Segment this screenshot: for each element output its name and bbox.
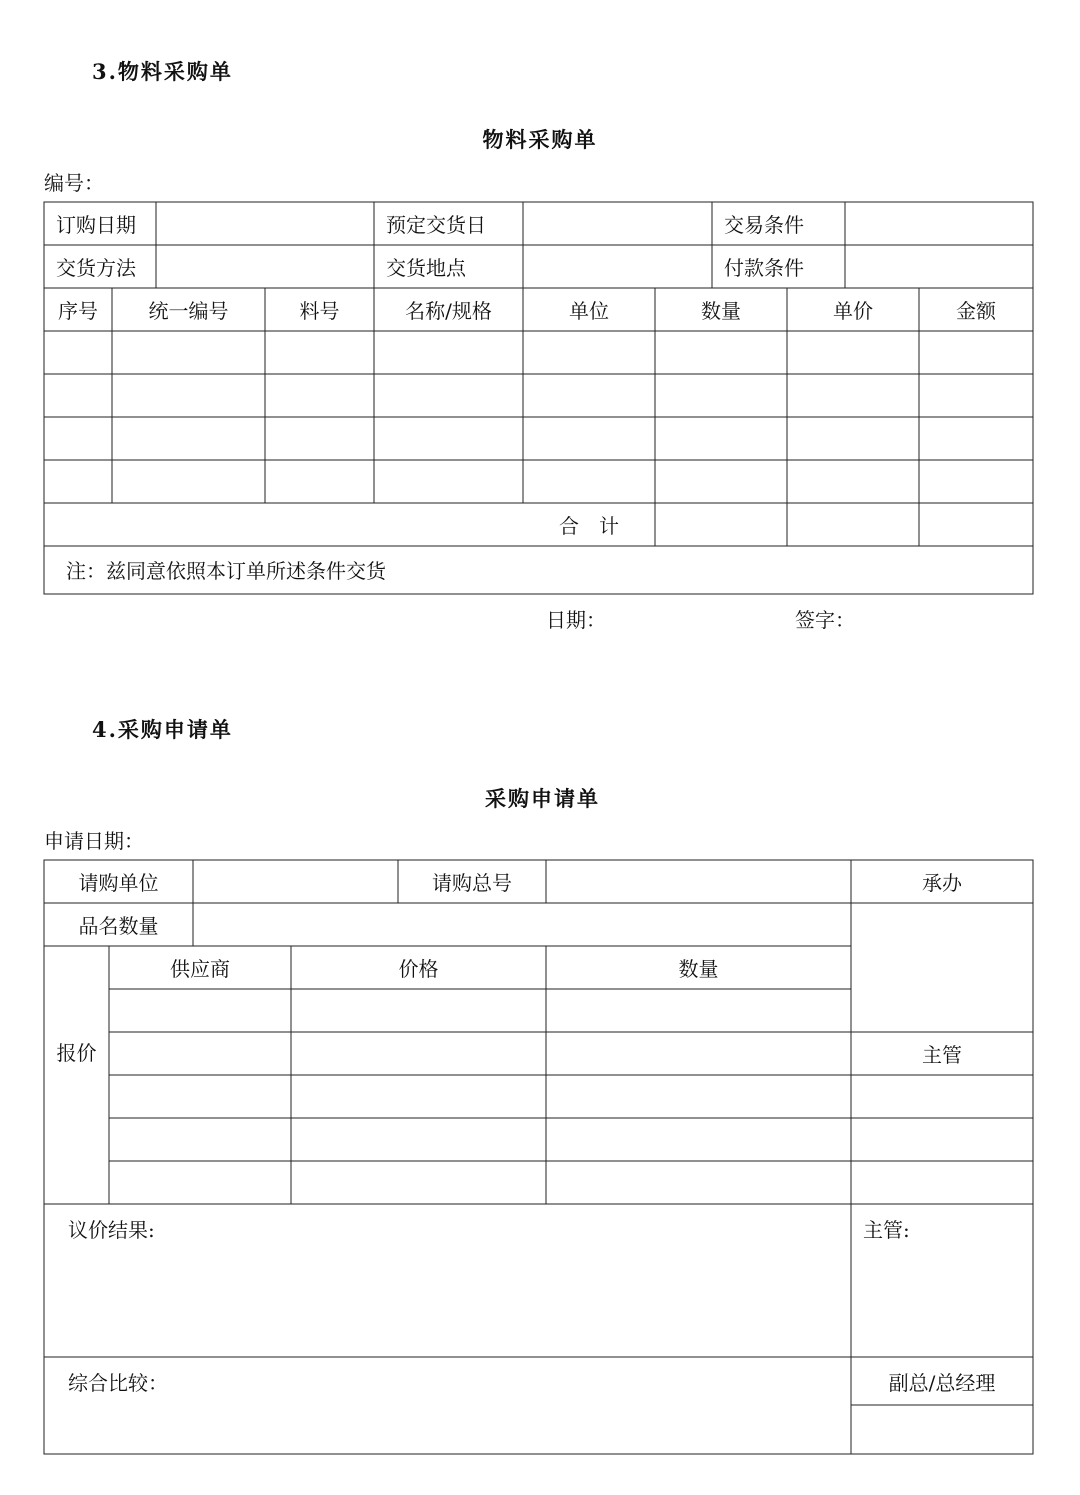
trade-terms-label: 交易条件 [724, 213, 804, 237]
supervisor-colon-label: 主管: [863, 1218, 910, 1242]
total-label: 合 计 [559, 514, 619, 538]
delivery-method-field[interactable] [156, 245, 374, 288]
form-title-purchase-request: 采购申请单 [485, 786, 600, 811]
col-header-quantity: 数量 [701, 299, 741, 323]
form-title-material-purchase: 物料采购单 [482, 127, 598, 152]
trade-terms-field[interactable] [845, 202, 1033, 245]
date-label: 日期： [546, 608, 606, 632]
order-date-field[interactable] [156, 202, 374, 245]
requesting-dept-label: 请购单位 [78, 871, 159, 895]
number-label: 编号： [44, 171, 104, 195]
agreement-note: 注：兹同意依照本订单所述条件交货 [66, 558, 386, 583]
quote-col-quantity: 数量 [678, 957, 719, 981]
col-header-name-spec: 名称/规格 [405, 299, 492, 323]
col-header-unified-no: 统一编号 [148, 299, 229, 323]
section-4-heading: 4.采购申请单 [92, 717, 233, 742]
delivery-place-label: 交货地点 [386, 256, 466, 280]
planned-delivery-label: 预定交货日 [386, 213, 486, 237]
requesting-dept-field[interactable] [193, 860, 398, 903]
request-total-no-label: 请购总号 [432, 871, 512, 895]
delivery-place-field[interactable] [523, 245, 712, 288]
overall-comparison-label: 综合比较： [68, 1371, 168, 1395]
total-amount-field[interactable] [919, 503, 1033, 546]
col-header-part-no: 料号 [299, 299, 340, 323]
item-quantity-field[interactable] [193, 903, 851, 946]
supervisor-label: 主管 [922, 1043, 962, 1067]
gm-label: 副总/总经理 [888, 1370, 996, 1395]
payment-terms-field[interactable] [845, 245, 1033, 288]
planned-delivery-field[interactable] [523, 202, 712, 245]
apply-date-label: 申请日期： [44, 829, 144, 853]
col-header-unit: 单位 [569, 299, 609, 323]
payment-terms-label: 付款条件 [724, 256, 804, 280]
quote-col-price: 价格 [398, 957, 439, 981]
quote-col-supplier: 供应商 [170, 957, 230, 981]
signature-label: 签字： [795, 608, 855, 632]
quote-label: 报价 [56, 1041, 97, 1065]
section-3-heading: 3.物料采购单 [92, 59, 233, 84]
total-quantity-field[interactable] [655, 503, 787, 546]
col-header-amount: 金额 [956, 299, 996, 323]
order-date-label: 订购日期 [56, 213, 136, 237]
request-total-no-field[interactable] [546, 860, 851, 903]
handler-label: 承办 [922, 871, 962, 895]
total-unit-price-field[interactable] [787, 503, 919, 546]
delivery-method-label: 交货方法 [56, 256, 136, 280]
negotiation-result-label: 议价结果: [68, 1218, 155, 1242]
col-header-serial: 序号 [58, 299, 98, 323]
col-header-unit-price: 单价 [833, 299, 873, 323]
item-quantity-label: 品名数量 [78, 914, 159, 938]
